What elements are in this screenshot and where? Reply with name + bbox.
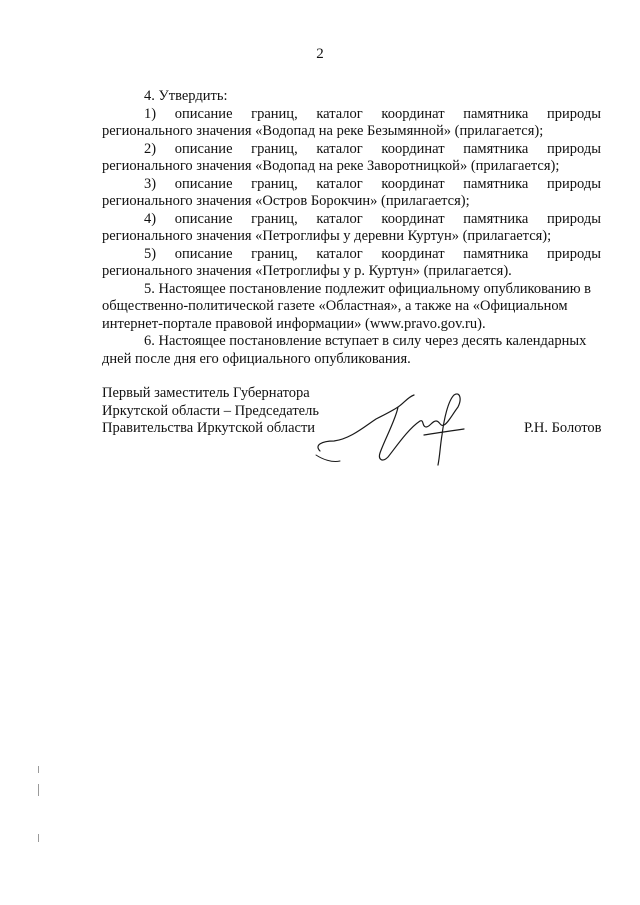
document-body	[102, 88, 601, 368]
entry-5-line1: 5) описание границ, каталог координат памятника природы	[144, 245, 601, 262]
margin-mark	[38, 766, 39, 773]
item6-line2: дней после дня его официального опубликования.	[102, 350, 411, 367]
item5-line3: интернет-портале правовой информации» (www.pravo.gov.ru).	[102, 315, 486, 332]
margin-mark	[38, 784, 39, 796]
item4-entry-1	[102, 106, 601, 141]
signatory-title-line2: Иркутской области – Председатель	[102, 402, 319, 419]
entry-2-line1: 2) описание границ, каталог координат памятника природы	[144, 140, 601, 157]
page-number: 2	[316, 46, 324, 62]
item4-heading: 4. Утвердить:	[144, 88, 228, 104]
signer-name: Р.Н. Болотов	[524, 420, 602, 436]
signatory-title-line3: Правительства Иркутской области	[102, 420, 316, 436]
item4-entry-2	[102, 141, 601, 176]
item4-entry-5	[102, 246, 601, 281]
item4-entry-4	[102, 211, 601, 246]
entry-5-line2: регионального значения «Петроглифы у р. Куртун» (прилагается).	[102, 263, 512, 279]
item6-paragraph	[102, 333, 601, 368]
entry-1-line1: 1) описание границ, каталог координат памятника природы	[144, 105, 601, 122]
entry-4-line1: 4) описание границ, каталог координат памятника природы	[144, 210, 601, 227]
handwritten-signature	[312, 385, 482, 475]
item6-line1: 6. Настоящее постановление вступает в силу через десять календарных	[144, 333, 587, 349]
entry-3-line2: регионального значения «Остров Борокчин» (прилагается);	[102, 193, 470, 209]
signatory-title	[102, 385, 319, 438]
margin-mark	[38, 834, 39, 842]
entry-4-line2: регионального значения «Петроглифы у деревни Куртун» (прилагается);	[102, 228, 552, 244]
item4-entry-3	[102, 176, 601, 211]
entry-1-line2: регионального значения «Водопад на реке Безымянной» (прилагается);	[102, 123, 544, 139]
signatory-title-line1: Первый заместитель Губернатора	[102, 385, 310, 401]
signature-icon	[312, 385, 482, 470]
item5-line2: общественно-политической газете «Областная», а также на «Официальном	[102, 298, 568, 314]
item5-paragraph	[102, 281, 601, 334]
entry-2-line2: регионального значения «Водопад на реке Заворотницкой» (прилагается);	[102, 158, 560, 174]
entry-3-line1: 3) описание границ, каталог координат памятника природы	[144, 175, 601, 192]
item5-line1: 5. Настоящее постановление подлежит официальному опубликованию в	[144, 280, 592, 297]
